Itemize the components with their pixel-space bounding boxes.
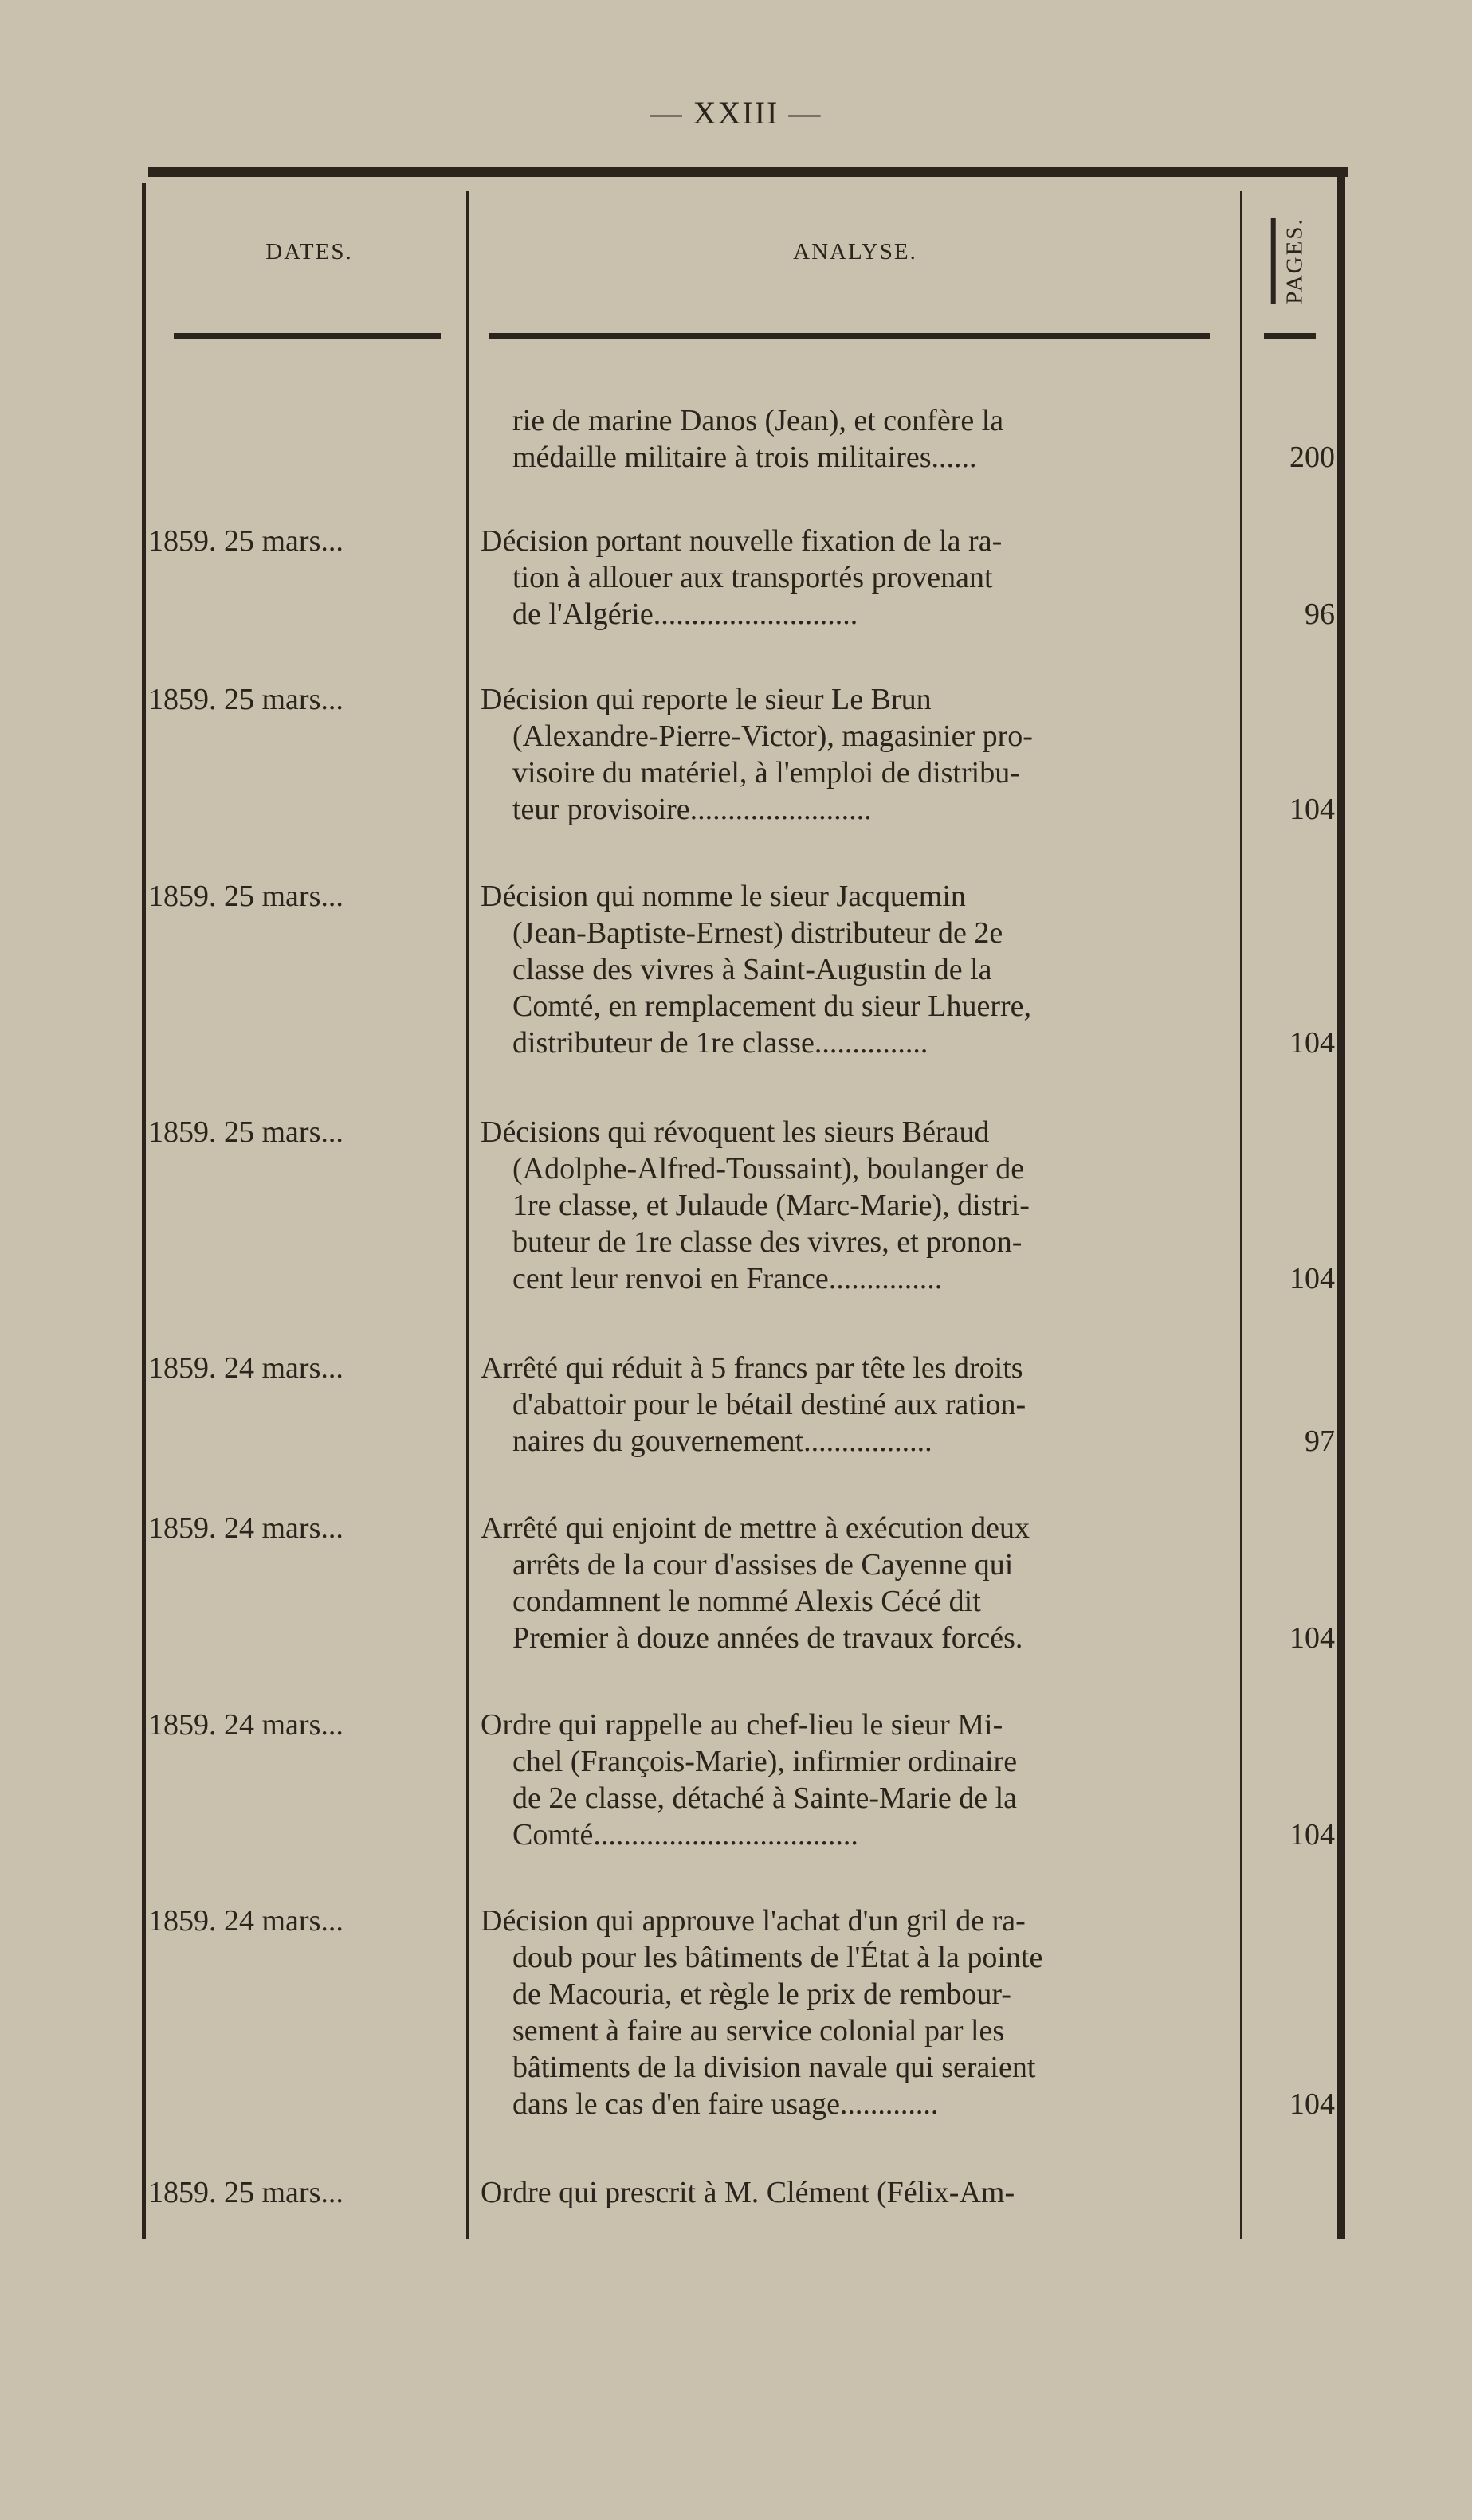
table-right-rule <box>1337 174 1345 2239</box>
column-header-dates: DATES. <box>265 239 353 265</box>
analysis-line: doub pour les bâtiments de l'État à la pointe <box>512 1941 1043 1974</box>
entry-page-number: 104 <box>1289 1262 1335 1295</box>
entry-date: 1859. 25 mars... <box>148 1115 343 1149</box>
analysis-line: de l'Algérie........................... <box>512 598 858 631</box>
entry-analysis <box>481 1903 1234 2122</box>
entry-date: 1859. 25 mars... <box>148 683 343 716</box>
analysis-line: 1re classe, et Julaude (Marc-Marie), distri- <box>512 1189 1030 1222</box>
entry-date: 1859. 24 mars... <box>148 1708 343 1742</box>
analysis-line: condamnent le nommé Alexis Cécé dit <box>512 1585 981 1618</box>
entry-page-number: 97 <box>1305 1425 1335 1458</box>
analysis-line: Arrêté qui enjoint de mettre à exécution deux <box>481 1511 1030 1545</box>
analysis-line: Décision qui approuve l'achat d'un gril de ra- <box>481 1904 1026 1938</box>
entry-analysis <box>481 402 1234 476</box>
analysis-line: d'abattoir pour le bétail destiné aux ration- <box>512 1388 1026 1421</box>
analysis-line: Décisions qui révoquent les sieurs Béraud <box>481 1115 990 1149</box>
page-number-header: — XXIII — <box>650 95 822 131</box>
analysis-line: dans le cas d'en faire usage............. <box>512 2087 939 2121</box>
analysis-line: naires du gouvernement................. <box>512 1425 932 1458</box>
entry-date: 1859. 24 mars... <box>148 1904 343 1938</box>
analysis-line: Décision qui reporte le sieur Le Brun <box>481 683 932 716</box>
analysis-line: arrêts de la cour d'assises de Cayenne qui <box>512 1548 1014 1581</box>
analysis-line: Décision portant nouvelle fixation de la ra- <box>481 524 1003 558</box>
column-header-analyse: ANALYSE. <box>793 239 917 265</box>
analysis-line: distributeur de 1re classe............... <box>512 1026 928 1060</box>
analysis-line: buteur de 1re classe des vivres, et pronon- <box>512 1225 1023 1259</box>
table-left-rule <box>142 183 146 2239</box>
entry-date: 1859. 24 mars... <box>148 1351 343 1385</box>
entry-page-number: 104 <box>1289 793 1335 826</box>
analysis-line: de 2e classe, détaché à Sainte-Marie de la <box>512 1781 1018 1815</box>
entry-page-number: 104 <box>1289 1621 1335 1655</box>
analysis-line: visoire du matériel, à l'emploi de distribu- <box>512 756 1020 790</box>
analysis-line: Premier à douze années de travaux forcés. <box>512 1621 1023 1655</box>
analysis-line: Arrêté qui réduit à 5 francs par tête les droits <box>481 1351 1023 1385</box>
entry-page-number: 104 <box>1289 1818 1335 1852</box>
entry-date: 1859. 25 mars... <box>148 2176 343 2209</box>
column-header-pages-label: PAGES. <box>1271 218 1309 304</box>
entry-page-number: 104 <box>1289 2087 1335 2121</box>
analysis-line: Décision qui nomme le sieur Jacquemin <box>481 880 966 913</box>
entry-page-number: 104 <box>1289 1026 1335 1060</box>
analysis-line: rie de marine Danos (Jean), et confère la <box>512 404 1004 437</box>
entry-page-number: 96 <box>1305 598 1335 631</box>
entry-analysis <box>481 1114 1234 1297</box>
analysis-line: sement à faire au service colonial par les <box>512 2014 1005 2048</box>
analysis-line: classe des vivres à Saint-Augustin de la <box>512 953 992 986</box>
pages-header-underline <box>1264 333 1316 339</box>
entry-date: 1859. 25 mars... <box>148 524 343 558</box>
analysis-line: (Alexandre-Pierre-Victor), magasinier pro- <box>512 719 1033 753</box>
entry-page-number: 200 <box>1289 441 1335 474</box>
dates-header-underline <box>174 333 441 339</box>
analysis-line: tion à allouer aux transportés provenant <box>512 561 993 594</box>
entry-analysis <box>481 681 1234 828</box>
analysis-line: chel (François-Marie), infirmier ordinaire <box>512 1745 1018 1778</box>
entry-analysis <box>481 1510 1234 1656</box>
analysis-line: (Jean-Baptiste-Ernest) distributeur de 2e <box>512 916 1003 950</box>
entry-analysis <box>481 1350 1234 1460</box>
entry-date: 1859. 25 mars... <box>148 880 343 913</box>
analysis-line: teur provisoire........................ <box>512 793 872 826</box>
analysis-line: Comté, en remplacement du sieur Lhuerre, <box>512 990 1032 1023</box>
analysis-line: Ordre qui prescrit à M. Clément (Félix-Am- <box>481 2176 1015 2209</box>
analysis-line: (Adolphe-Alfred-Toussaint), boulanger de <box>512 1152 1025 1186</box>
analyse-header-underline <box>489 333 1210 339</box>
entry-date: 1859. 24 mars... <box>148 1511 343 1545</box>
entry-analysis <box>481 523 1234 633</box>
analysis-line: Ordre qui rappelle au chef-lieu le sieur Mi- <box>481 1708 1003 1742</box>
entry-analysis <box>481 878 1234 1061</box>
analysis-line: cent leur renvoi en France............... <box>512 1262 943 1295</box>
analysis-line: médaille militaire à trois militaires...... <box>512 441 977 474</box>
table-top-rule <box>148 167 1348 177</box>
entry-analysis <box>481 2174 1234 2211</box>
analysis-line: bâtiments de la division navale qui seraient <box>512 2051 1036 2084</box>
index-table <box>142 167 1348 2239</box>
analysis-line: de Macouria, et règle le prix de rembour- <box>512 1977 1011 2011</box>
column-separator-pages <box>1240 191 1242 2239</box>
entry-analysis <box>481 1707 1234 1853</box>
analysis-line: Comté................................... <box>512 1818 858 1852</box>
column-header-pages <box>1248 191 1331 331</box>
